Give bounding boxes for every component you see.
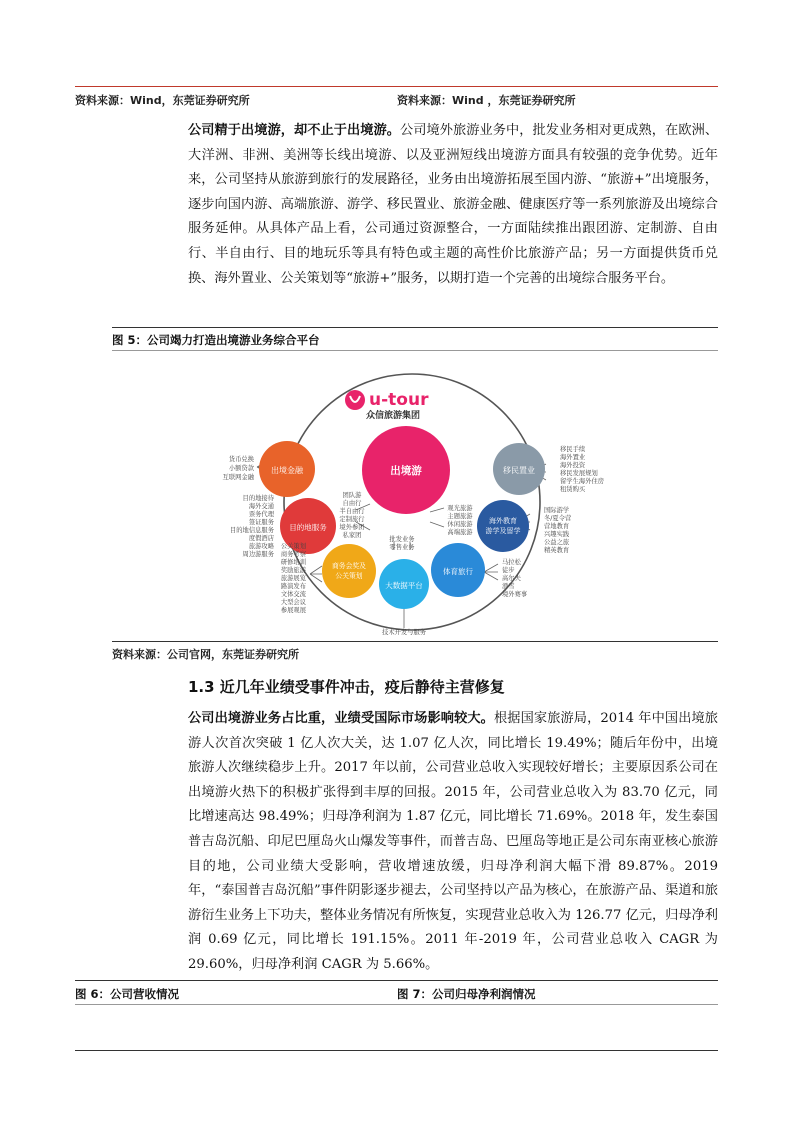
node-study-label-2: 游学及留学: [485, 527, 521, 535]
destination-label: 海外交通: [248, 503, 274, 510]
paragraph-performance: [188, 707, 718, 978]
finance-label: 互联网金融: [222, 474, 254, 481]
study-label: 公益之旅: [544, 539, 570, 546]
immigration-label: 移民手续: [560, 446, 586, 453]
destination-label: 度假酒店: [248, 535, 274, 542]
center-left-label: 定制旅行: [339, 516, 365, 523]
destination-label: 签证服务: [248, 519, 274, 526]
center-bottom-label: 零售业务: [389, 544, 415, 551]
header-rule: [75, 86, 718, 87]
sports-label: 徒步: [502, 567, 515, 574]
bigdata-label: 技术开发与服务: [381, 629, 427, 636]
logo-mark-icon: [345, 390, 365, 410]
figure-title-rule: [112, 350, 718, 351]
center-right-label: 观光旅游: [447, 505, 473, 512]
destination-label: 目的地信息服务: [229, 527, 274, 534]
pr-label: 参展观展: [280, 607, 306, 614]
figure-bottom-rule: [112, 641, 718, 642]
pr-label: 公关策划: [280, 543, 306, 550]
sports-label: 马拉松: [502, 559, 521, 566]
figure-top-rule: [112, 327, 718, 328]
destination-label: 票务代理: [248, 511, 274, 518]
center-left-label: 自由行: [342, 500, 362, 507]
node-study: [477, 500, 529, 552]
center-left-label: 半自由行: [339, 508, 365, 515]
node-finance-label: 出境金融: [271, 466, 303, 475]
figure7-title: 图 7：公司归母净利润情况: [397, 987, 536, 1001]
study-label: 营地教育: [544, 523, 570, 530]
paragraph-body: 公司境外旅游业务中，批发业务相对更成熟，在欧洲、大洋洲、非洲、美洲等长线出境游、以及亚洲短线出境游方面具有较强的竞争优势。近年来，公司坚持从旅游到旅行的发展路径，业务由出境游拓展至国内游、“旅游+”出境服务，逐步向国内游、高端旅游、游学、移民置业、旅游金融、健康医疗等一系列旅游及出境综合服务延伸。从具体产品上看，公司通过资源整合，一方面陆续推出跟团游、定制游、自由行、半自由行、目的地玩乐等具有特色或主题的高性价比旅游产品；另一方面提供货币兑换、海外置业、公关策划等“旅游+”服务，以期打造一个完善的出境综合服务平台。: [188, 123, 719, 286]
finance-label: 货币兑换: [228, 456, 254, 463]
pr-label: 奖励旅游: [280, 567, 306, 574]
destination-label: 目的地接待: [242, 495, 274, 502]
utour-logo: [345, 390, 429, 421]
destination-label: 周边游服务: [242, 551, 274, 558]
sports-label: 滑雪: [502, 583, 515, 590]
figure5-source: 资料来源：公司官网，东莞证券研究所: [112, 648, 299, 661]
pr-label: 大型会议: [280, 599, 306, 606]
node-immigration-label: 移民置业: [503, 466, 535, 475]
destination-label: 旅游攻略: [248, 543, 274, 550]
sports-label: 高尔夫: [502, 575, 521, 582]
paragraph-outbound-business: [188, 119, 718, 291]
paragraph-lead: 公司出境游业务占比重，业绩受国际市场影响较大。: [188, 711, 494, 726]
header-source-right: 资料来源：Wind ，东莞证券研究所: [397, 94, 576, 107]
pr-label: 路演发布: [280, 583, 306, 590]
finance-label: 小额贷款: [228, 465, 254, 472]
node-pr: [322, 544, 376, 598]
study-label: 精英教育: [544, 547, 570, 554]
paragraph-lead: 公司精于出境游，却不止于出境游。: [188, 123, 401, 138]
pr-label: 旅游展览: [280, 575, 306, 582]
node-center-label: 出境游: [390, 465, 422, 477]
study-label: 兴趣实践: [544, 531, 570, 538]
logo-text: u-tour: [369, 390, 429, 410]
figures-title-rule: [75, 1004, 718, 1005]
study-label: 国际游学: [544, 507, 570, 514]
logo-subtext: 众信旅游集团: [366, 411, 421, 421]
node-study-label-1: 海外教育: [489, 517, 517, 525]
immigration-label: 留学生海外住房: [560, 478, 605, 485]
pr-label: 商务考察: [280, 551, 306, 558]
center-left-label: 境外参团: [339, 524, 365, 531]
node-bigdata-label: 大数据平台: [385, 581, 423, 590]
node-destination-label: 目的地服务: [289, 523, 327, 532]
immigration-label: 海外投资: [560, 462, 586, 469]
center-right-label: 休闲旅游: [447, 521, 473, 528]
pr-label: 文体交流: [280, 591, 306, 598]
node-pr-label-2: 公关策划: [335, 572, 363, 580]
center-left-label: 私家团: [342, 532, 362, 539]
figures-top-rule: [75, 980, 718, 981]
center-right-label: 高端旅游: [447, 529, 473, 536]
page-bottom-rule: [75, 1050, 718, 1051]
header-source-left: 资料来源：Wind，东莞证券研究所: [75, 94, 250, 107]
figure5-diagram: [112, 352, 718, 640]
node-pr-label-1: 商务会奖及: [332, 562, 366, 570]
center-bottom-label: 批发业务: [389, 536, 415, 543]
sports-label: 境外赛事: [502, 591, 528, 598]
study-label: 冬/夏令营: [544, 515, 572, 522]
immigration-label: 租赁购买: [560, 486, 586, 493]
section-heading: 1.3 近几年业绩受事件冲击，疫后静待主营修复: [188, 678, 505, 696]
immigration-label: 移民发展规划: [560, 470, 598, 477]
pr-label: 研修培训: [280, 559, 306, 566]
center-right-label: 主题旅游: [447, 513, 473, 520]
paragraph-body: 根据国家旅游局，2014 年中国出境旅游人次首次突破 1 亿人次大关，达 1.07 亿人次，同比增长 19.49%；随后年份中，出境旅游人次继续稳步上升。2017 年以前，公司营业总收入实现较好增长；主要原因系公司在出境游火热下的积极扩张得到丰厚的回报。2015 年，公司营业总收入为 83.70 亿元，同比增速高达 98.49%；归母净利润为 1.87 亿元，同比增长 71.69%。2018 年，发生泰国普吉岛沉船、印尼巴厘岛火山爆发等事件，而普吉岛、巴厘岛等地正是公司东南亚核心旅游目的地，公司业绩大受影响，营收增速放缓，归母净利润大幅下滑 89.87%。2019 年，“泰国普吉岛沉船”事件阴影逐步褪去，公司坚持以产品为核心，在旅游产品、渠道和旅游衍生业务上下功夫，整体业务情况有所恢复，实现营业总收入为 126.77 亿元，归母净利润 0.69 亿元，同比增长 191.15%。2011 年-2019 年，公司营业总收入 CAGR 为 29.60%，归母净利润 CAGR 为 5.66%。: [188, 711, 718, 972]
node-sports-label: 体育旅行: [443, 567, 473, 576]
center-left-label: 团队游: [342, 492, 362, 499]
figure5-title: 图 5：公司竭力打造出境游业务综合平台: [112, 333, 320, 347]
figure6-title: 图 6：公司营收情况: [75, 987, 180, 1001]
immigration-label: 海外置业: [560, 454, 586, 461]
